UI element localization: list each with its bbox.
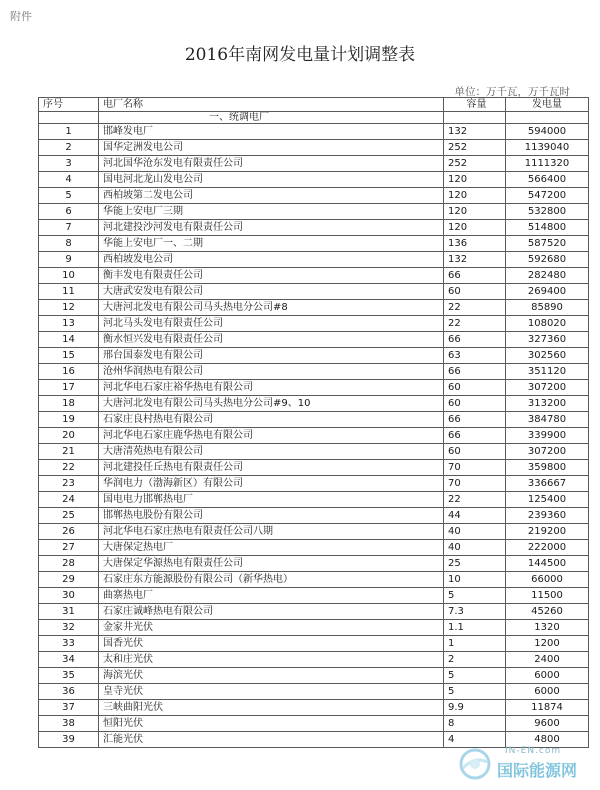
row-no: 7 [39,220,99,236]
row-plant-name: 皇寺光伏 [99,684,444,700]
row-plant-name: 华能上安电厂三期 [99,204,444,220]
row-plant-name: 河北建投任丘热电有限责任公司 [99,460,444,476]
row-generation: 125400 [506,492,589,508]
row-generation: 336667 [506,476,589,492]
table-row [39,412,589,428]
table-row [39,620,589,636]
section-row [39,112,589,124]
row-no: 13 [39,316,99,332]
row-generation: 11874 [506,700,589,716]
row-no: 11 [39,284,99,300]
table-row [39,188,589,204]
row-plant-name: 衡丰发电有限责任公司 [99,268,444,284]
row-capacity: 1 [444,636,506,652]
row-generation: 6000 [506,668,589,684]
row-capacity: 66 [444,364,506,380]
table-row [39,444,589,460]
row-plant-name: 太和庄光伏 [99,652,444,668]
section-no-cell [39,112,99,124]
row-generation: 594000 [506,124,589,140]
table-row [39,252,589,268]
table-row [39,332,589,348]
row-no: 5 [39,188,99,204]
row-no: 14 [39,332,99,348]
row-capacity: 136 [444,236,506,252]
row-plant-name: 华能上安电厂一、二期 [99,236,444,252]
row-no: 31 [39,604,99,620]
table-row [39,140,589,156]
row-plant-name: 河北华电石家庄鹿华热电有限公司 [99,428,444,444]
row-no: 38 [39,716,99,732]
table-row [39,636,589,652]
row-plant-name: 衡水恒兴发电有限责任公司 [99,332,444,348]
row-plant-name: 国香光伏 [99,636,444,652]
row-plant-name: 国华定洲发电公司 [99,140,444,156]
globe-logo-icon [457,746,493,782]
row-no: 2 [39,140,99,156]
row-generation: 239360 [506,508,589,524]
row-capacity: 132 [444,124,506,140]
row-no: 30 [39,588,99,604]
watermark-brand: 国际能源网 [497,761,578,780]
table-row [39,204,589,220]
row-capacity: 5 [444,588,506,604]
row-no: 25 [39,508,99,524]
row-generation: 1139040 [506,140,589,156]
row-no: 12 [39,300,99,316]
table-row [39,476,589,492]
row-plant-name: 国电电力邯郸热电厂 [99,492,444,508]
row-generation: 222000 [506,540,589,556]
row-no: 4 [39,172,99,188]
row-no: 21 [39,444,99,460]
watermark-site: IN-EN.com [505,746,562,756]
row-generation: 359800 [506,460,589,476]
row-no: 8 [39,236,99,252]
table-row [39,540,589,556]
row-plant-name: 国电河北龙山发电公司 [99,172,444,188]
table-row [39,572,589,588]
row-plant-name: 大唐武安发电有限公司 [99,284,444,300]
row-generation: 144500 [506,556,589,572]
table-row [39,668,589,684]
row-capacity: 25 [444,556,506,572]
table-row [39,460,589,476]
row-capacity: 10 [444,572,506,588]
row-generation: 592680 [506,252,589,268]
row-generation: 269400 [506,284,589,300]
row-generation: 566400 [506,172,589,188]
row-plant-name: 汇能光伏 [99,732,444,748]
row-plant-name: 华润电力（渤海新区）有限公司 [99,476,444,492]
row-plant-name: 西柏坡发电公司 [99,252,444,268]
row-plant-name: 西柏坡第二发电公司 [99,188,444,204]
row-generation: 6000 [506,684,589,700]
row-capacity: 120 [444,220,506,236]
row-generation: 1111320 [506,156,589,172]
row-generation: 351120 [506,364,589,380]
table-row [39,588,589,604]
row-capacity: 70 [444,460,506,476]
attachment-label: 附件 [10,10,32,23]
row-no: 3 [39,156,99,172]
row-generation: 307200 [506,380,589,396]
unit-note: 单位：万千瓦，万千瓦时 [454,86,570,98]
row-capacity: 66 [444,332,506,348]
row-capacity: 120 [444,172,506,188]
row-generation: 45260 [506,604,589,620]
row-generation: 108020 [506,316,589,332]
table-row [39,508,589,524]
row-plant-name: 大唐保定华源热电有限责任公司 [99,556,444,572]
table-row [39,716,589,732]
row-plant-name: 河北国华沧东发电有限责任公司 [99,156,444,172]
row-generation: 219200 [506,524,589,540]
watermark [457,742,592,786]
row-plant-name: 河北华电石家庄裕华热电有限公司 [99,380,444,396]
row-plant-name: 大唐清苑热电有限公司 [99,444,444,460]
row-generation: 2400 [506,652,589,668]
row-plant-name: 石家庄良村热电有限公司 [99,412,444,428]
row-generation: 339900 [506,428,589,444]
row-no: 35 [39,668,99,684]
row-plant-name: 三峡曲阳光伏 [99,700,444,716]
generation-plan-table [38,97,589,748]
row-generation: 66000 [506,572,589,588]
row-no: 16 [39,364,99,380]
row-no: 1 [39,124,99,140]
row-capacity: 70 [444,476,506,492]
row-capacity: 120 [444,204,506,220]
row-plant-name: 海滨光伏 [99,668,444,684]
table-row [39,380,589,396]
row-generation: 514800 [506,220,589,236]
row-generation: 282480 [506,268,589,284]
row-generation: 313200 [506,396,589,412]
row-no: 32 [39,620,99,636]
table-row [39,604,589,620]
table-row [39,300,589,316]
table-row [39,396,589,412]
row-capacity: 22 [444,300,506,316]
row-plant-name: 邯郸热电股份有限公司 [99,508,444,524]
row-generation: 1320 [506,620,589,636]
table-row [39,220,589,236]
row-generation: 302560 [506,348,589,364]
row-no: 27 [39,540,99,556]
table-row [39,556,589,572]
table-row [39,492,589,508]
table-row [39,236,589,252]
row-capacity: 66 [444,268,506,284]
row-plant-name: 石家庄诚峰热电有限公司 [99,604,444,620]
table-body [39,98,589,748]
row-plant-name: 大唐保定热电厂 [99,540,444,556]
row-capacity: 66 [444,412,506,428]
row-no: 20 [39,428,99,444]
row-plant-name: 邢台国泰发电有限公司 [99,348,444,364]
row-capacity: 9.9 [444,700,506,716]
table-row [39,428,589,444]
table-row [39,156,589,172]
header-capacity: 容量 [444,98,506,112]
row-no: 26 [39,524,99,540]
row-no: 37 [39,700,99,716]
table-row [39,316,589,332]
row-capacity: 5 [444,668,506,684]
table-row [39,700,589,716]
row-generation: 4800 [506,732,589,748]
header-name: 电厂名称 [99,98,444,112]
row-no: 22 [39,460,99,476]
row-generation: 547200 [506,188,589,204]
row-capacity: 66 [444,428,506,444]
table-header-row [39,98,589,112]
row-plant-name: 曲寨热电厂 [99,588,444,604]
row-no: 28 [39,556,99,572]
row-generation: 307200 [506,444,589,460]
row-no: 36 [39,684,99,700]
row-no: 29 [39,572,99,588]
table-row [39,364,589,380]
row-plant-name: 河北建投沙河发电有限责任公司 [99,220,444,236]
header-no: 序号 [39,98,99,112]
row-capacity: 60 [444,380,506,396]
row-capacity: 7.3 [444,604,506,620]
row-capacity: 22 [444,492,506,508]
row-no: 6 [39,204,99,220]
row-plant-name: 邯峰发电厂 [99,124,444,140]
row-no: 15 [39,348,99,364]
table-row [39,268,589,284]
row-plant-name: 金家井光伏 [99,620,444,636]
row-plant-name: 恒阳光伏 [99,716,444,732]
row-capacity: 44 [444,508,506,524]
row-no: 9 [39,252,99,268]
row-capacity: 60 [444,284,506,300]
row-generation: 9600 [506,716,589,732]
row-generation: 384780 [506,412,589,428]
table-row [39,524,589,540]
row-plant-name: 沧州华润热电有限公司 [99,364,444,380]
row-plant-name: 河北马头发电有限责任公司 [99,316,444,332]
row-capacity: 1.1 [444,620,506,636]
row-plant-name: 河北华电石家庄热电有限责任公司八期 [99,524,444,540]
section-generation-cell [506,112,589,124]
row-capacity: 5 [444,684,506,700]
row-capacity: 120 [444,188,506,204]
row-generation: 85890 [506,300,589,316]
row-capacity: 40 [444,524,506,540]
row-no: 18 [39,396,99,412]
row-no: 23 [39,476,99,492]
row-capacity: 132 [444,252,506,268]
row-generation: 327360 [506,332,589,348]
row-plant-name: 大唐河北发电有限公司马头热电分公司#9、10 [99,396,444,412]
table-row [39,348,589,364]
section-label: 一、统调电厂 [99,112,444,124]
row-generation: 587520 [506,236,589,252]
row-capacity: 22 [444,316,506,332]
row-plant-name: 大唐河北发电有限公司马头热电分公司#8 [99,300,444,316]
row-no: 39 [39,732,99,748]
row-no: 34 [39,652,99,668]
row-capacity: 4 [444,732,506,748]
row-generation: 1200 [506,636,589,652]
row-capacity: 63 [444,348,506,364]
row-no: 19 [39,412,99,428]
row-plant-name: 石家庄东方能源股份有限公司（新华热电） [99,572,444,588]
section-capacity-cell [444,112,506,124]
row-capacity: 8 [444,716,506,732]
row-capacity: 252 [444,140,506,156]
row-capacity: 40 [444,540,506,556]
row-capacity: 252 [444,156,506,172]
row-no: 24 [39,492,99,508]
table-row [39,652,589,668]
row-capacity: 2 [444,652,506,668]
row-generation: 532800 [506,204,589,220]
row-no: 17 [39,380,99,396]
row-generation: 11500 [506,588,589,604]
table-row [39,284,589,300]
table-row [39,124,589,140]
table-row [39,172,589,188]
header-generation: 发电量 [506,98,589,112]
row-capacity: 60 [444,396,506,412]
row-no: 10 [39,268,99,284]
row-capacity: 60 [444,444,506,460]
document-title: 2016年南网发电量计划调整表 [184,45,416,65]
row-no: 33 [39,636,99,652]
table-row [39,684,589,700]
